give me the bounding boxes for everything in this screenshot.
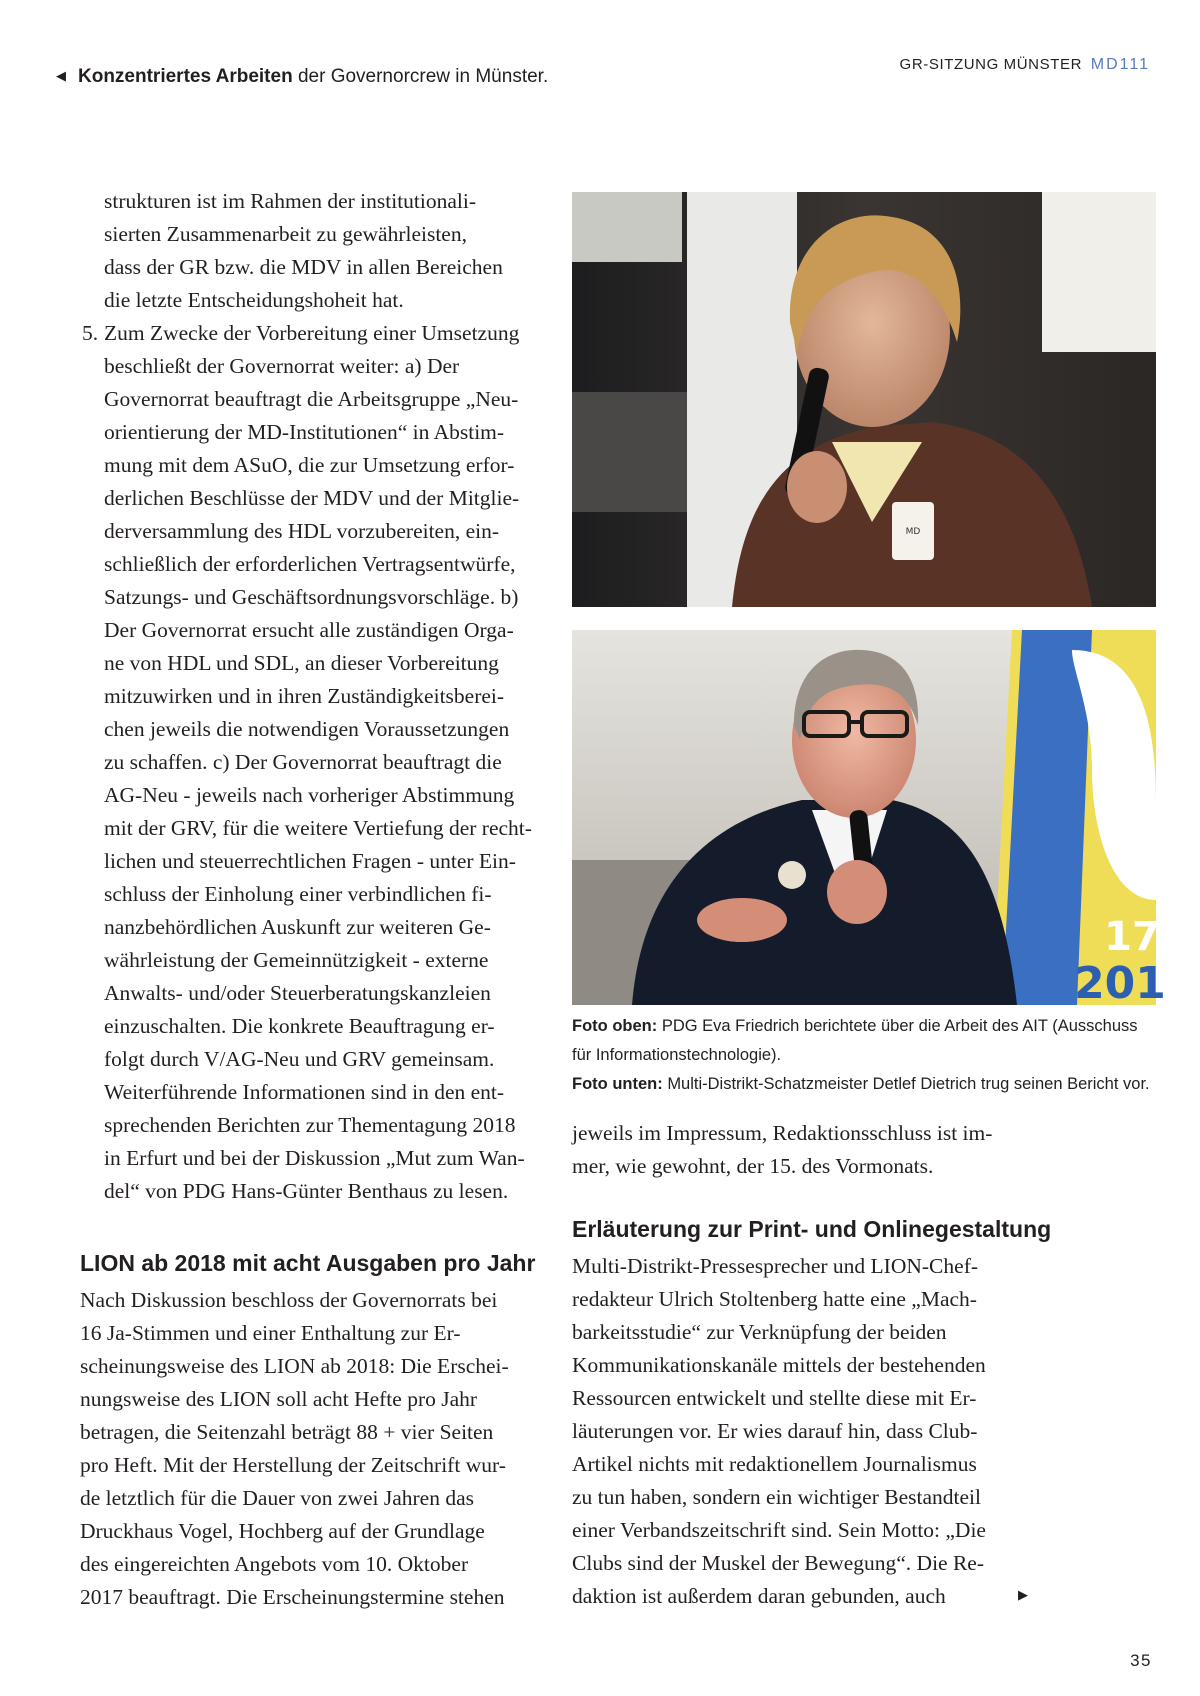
- text-line: mitzuwirken und in ihren Zuständigkeitsberei-: [104, 684, 505, 708]
- text-line: betragen, die Seitenzahl beträgt 88 + vier Seiten: [80, 1420, 494, 1444]
- text-line: jeweils im Impressum, Redaktionsschluss ist im-: [572, 1121, 993, 1145]
- text-line: währleistung der Gemeinnützigkeit - externe: [104, 948, 489, 972]
- text-line: strukturen ist im Rahmen der institutionali-: [104, 189, 477, 213]
- caption-bottom-text: Multi-Distrikt-Schatzmeister Detlef Dietrich trug seinen Bericht vor.: [667, 1075, 1150, 1093]
- text-line: 16 Ja-Stimmen und einer Enthaltung zur Er-: [80, 1321, 461, 1345]
- text-line: Weiterführende Informationen sind in den ent-: [104, 1080, 505, 1104]
- text-line: Multi-Distrikt-Pressesprecher und LION-Chef-: [572, 1254, 979, 1278]
- text-line: Artikel nichts mit redaktionellem Journalismus: [572, 1452, 977, 1476]
- text-line: barkeitsstudie“ zur Verknüpfung der beiden: [572, 1320, 947, 1344]
- header-caption-bold: Konzentriertes Arbeiten: [78, 66, 293, 87]
- text-line: pro Heft. Mit der Herstellung der Zeitschrift wur-: [80, 1453, 506, 1477]
- header-caption-text: der Governorcrew in Münster.: [297, 66, 549, 87]
- text-line: Anwalts- und/oder Steuerberatungskanzleien: [104, 981, 491, 1005]
- text-line: del“ von PDG Hans-Günter Benthaus zu lesen.: [104, 1179, 509, 1203]
- text-line: redakteur Ulrich Stoltenberg hatte eine „Mach-: [572, 1287, 977, 1311]
- text-line: derversammlung des HDL vorzubereiten, ein-: [104, 519, 500, 543]
- text-line: dass der GR bzw. die MDV in allen Bereichen: [104, 255, 503, 279]
- photo-top-illustration: [572, 192, 1156, 607]
- section-heading-lion: LION ab 2018 mit acht Ausgaben pro Jahr: [80, 1250, 536, 1276]
- page-number: 35: [1130, 1651, 1152, 1670]
- text-line: läuterungen vor. Er wies darauf hin, dass Club-: [572, 1419, 978, 1443]
- text-line: de letztlich für die Dauer von zwei Jahren das: [80, 1486, 475, 1510]
- district-code: MD111: [1090, 56, 1150, 73]
- caption-top-text: PDG Eva Friedrich berichtete über die Arbeit des AIT (Ausschuss für Informationstechnologie).: [572, 1017, 1138, 1064]
- text-line: daktion ist außerdem daran gebunden, auch: [572, 1584, 946, 1608]
- text-line: chen jeweils die notwendigen Voraussetzungen: [104, 717, 510, 741]
- text-line: schließlich der erforderlichen Vertragsentwürfe,: [104, 552, 516, 576]
- text-line: folgt durch V/AG-Neu und GRV gemeinsam.: [104, 1047, 495, 1071]
- caption-bottom: [572, 1070, 1158, 1099]
- caption-top: [572, 1012, 1158, 1070]
- text-line: AG-Neu - jeweils nach vorheriger Abstimmung: [104, 783, 515, 807]
- text-line: Zum Zwecke der Vorbereitung einer Umsetzung: [104, 321, 520, 345]
- list-number: 5.: [82, 321, 99, 345]
- text-line: Satzungs- und Geschäftsordnungsvorschläge. b): [104, 585, 519, 609]
- name-badge-text: MD: [905, 527, 921, 537]
- banner-year-bottom: 201: [1074, 958, 1166, 1009]
- text-line: einzuschalten. Die konkrete Beauftragung er-: [104, 1014, 495, 1038]
- text-line: scheinungsweise des LION ab 2018: Die Erschei-: [80, 1354, 509, 1378]
- caption-top-label: Foto oben:: [572, 1017, 658, 1035]
- text-line: Ressourcen entwickelt und stellte diese mit Er-: [572, 1386, 977, 1410]
- text-line: nungsweise des LION soll acht Hefte pro Jahr: [80, 1387, 478, 1411]
- text-line: Kommunikationskanäle mittels der bestehenden: [572, 1353, 986, 1377]
- print-paragraph: [572, 1250, 1030, 1613]
- text-line: mer, wie gewohnt, der 15. des Vormonats.: [572, 1154, 934, 1178]
- text-line: Clubs sind der Muskel der Bewegung“. Die Re-: [572, 1551, 985, 1575]
- continue-arrow-icon: ▶: [1018, 1588, 1028, 1603]
- list-item-text: [104, 317, 544, 1208]
- text-line: mung mit dem ASuO, die zur Umsetzung erfor-: [104, 453, 515, 477]
- text-line: orientierung der MD-Institutionen“ in Abstim-: [104, 420, 505, 444]
- text-line: 2017 beauftragt. Die Erscheinungstermine stehen: [80, 1585, 505, 1609]
- continued-paragraph: [572, 1117, 1030, 1183]
- photo-bottom-illustration: [572, 630, 1166, 1009]
- text-line: Der Governorrat ersucht alle zuständigen Orga-: [104, 618, 514, 642]
- text-line: sprechenden Berichten zur Thementagung 2018: [104, 1113, 516, 1137]
- section-label: [900, 56, 1150, 74]
- text-line: sierten Zusammenarbeit zu gewährleisten,: [104, 222, 467, 246]
- text-line: mit der GRV, für die weitere Vertiefung der recht-: [104, 816, 532, 840]
- lion-paragraph: [80, 1284, 544, 1614]
- text-line: ne von HDL und SDL, an dieser Vorbereitung: [104, 651, 499, 675]
- text-line: beschließt der Governorrat weiter: a) Der: [104, 354, 460, 378]
- caption-bottom-label: Foto unten:: [572, 1075, 663, 1093]
- intro-paragraph: [104, 185, 544, 317]
- text-line: einer Verbandszeitschrift sind. Sein Motto: „Die: [572, 1518, 986, 1542]
- header-caption: [56, 66, 548, 88]
- section-heading-print: Erläuterung zur Print- und Onlinegestaltung: [572, 1216, 1052, 1242]
- text-line: lichen und steuerrechtlichen Fragen - unter Ein-: [104, 849, 516, 873]
- photo-bottom: [572, 630, 1166, 1009]
- photo-captions: [572, 1012, 1158, 1099]
- photo-top: [572, 192, 1156, 607]
- list-item-5: [82, 317, 544, 1208]
- banner-year-top: 17: [1104, 914, 1160, 960]
- text-line: derlichen Beschlüsse der MDV und der Mitglie-: [104, 486, 520, 510]
- triangle-left-icon: ◀: [56, 68, 66, 83]
- text-line: Nach Diskussion beschloss der Governorrats bei: [80, 1288, 498, 1312]
- section-title: GR-SITZUNG MÜNSTER: [899, 56, 1083, 73]
- text-line: nanzbehördlichen Auskunft zur weiteren Ge-: [104, 915, 491, 939]
- text-line: Druckhaus Vogel, Hochberg auf der Grundlage: [80, 1519, 485, 1543]
- text-line: zu schaffen. c) Der Governorrat beauftragt die: [104, 750, 502, 774]
- text-line: Governorrat beauftragt die Arbeitsgruppe „Neu-: [104, 387, 519, 411]
- text-line: zu tun haben, sondern ein wichtiger Bestandteil: [572, 1485, 981, 1509]
- text-line: des eingereichten Angebots vom 10. Oktober: [80, 1552, 469, 1576]
- text-line: schluss der Einholung einer verbindlichen fi-: [104, 882, 492, 906]
- text-line: in Erfurt und bei der Diskussion „Mut zum Wan-: [104, 1146, 525, 1170]
- text-line: die letzte Entscheidungshoheit hat.: [104, 288, 404, 312]
